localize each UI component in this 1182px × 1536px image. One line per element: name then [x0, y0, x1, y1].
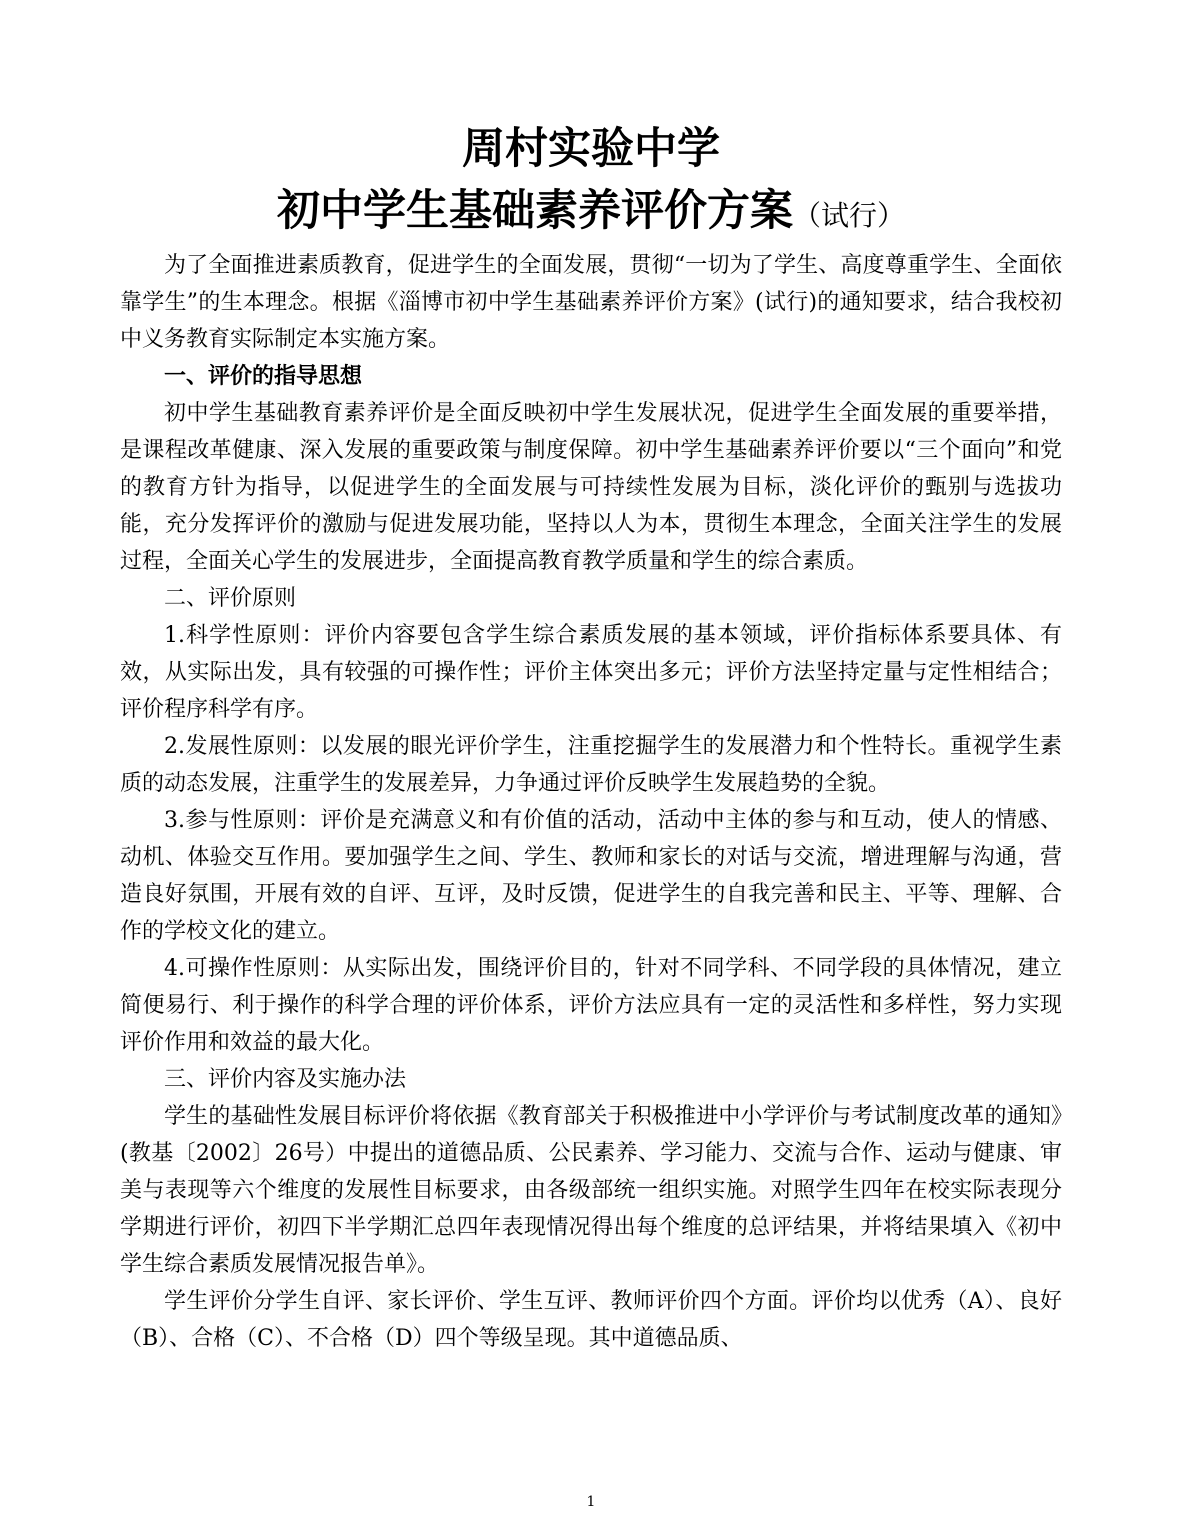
paragraph-intro: 为了全面推进素质教育，促进学生的全面发展，贯彻“一切为了学生、高度尊重学生、全面依靠学生”的生本理念。根据《淄博市初中学生基础素养评价方案》(试行)的通知要求，结合我校初中义务教育实际制定本实施方案。 — [120, 253, 1062, 352]
paragraph-guiding-thought: 初中学生基础教育素养评价是全面反映初中学生发展状况，促进学生全面发展的重要举措，是课程改革健康、深入发展的重要政策与制度保障。初中学生基础素养评价要以“三个面向”和党的教育方针为指导，以促进学生的全面发展与可持续性发展为目标，淡化评价的甄别与选拔功能，充分发挥评价的激励与促进发展功能，坚持以人为本，贯彻生本理念，全面关注学生的发展过程，全面关心学生的发展进步，全面提高教育教学质量和学生的综合素质。 — [120, 401, 1062, 574]
paragraph-evaluation-method: 学生评价分学生自评、家长评价、学生互评、教师评价四个方面。评价均以优秀（A）、良好（B）、合格（C）、不合格（D）四个等级呈现。其中道德品质、 — [120, 1289, 1062, 1351]
principle-2: 2.发展性原则：以发展的眼光评价学生，注重挖掘学生的发展潜力和个性特长。重视学生素质的动态发展，注重学生的发展差异，力争通过评价反映学生发展趋势的全貌。 — [120, 734, 1062, 796]
section-heading-3: 三、评价内容及实施办法 — [164, 1067, 407, 1092]
principle-4: 4.可操作性原则：从实际出发，围绕评价目的，针对不同学科、不同学段的具体情况，建立简便易行、利于操作的科学合理的评价体系，评价方法应具有一定的灵活性和多样性，努力实现评价作用和效益的最大化。 — [120, 956, 1062, 1055]
section-heading-1: 一、评价的指导思想 — [164, 364, 363, 389]
document-title-suffix: （试行） — [792, 199, 905, 232]
section-heading-2: 二、评价原则 — [164, 586, 297, 611]
page-number: 1 — [586, 1494, 596, 1510]
school-title: 周村实验中学 — [462, 124, 720, 174]
document-body — [120, 247, 1062, 1357]
paragraph-content: 学生的基础性发展目标评价将依据《教育部关于积极推进中小学评价与考试制度改革的通知》(教基〔2002〕26号）中提出的道德品质、公民素养、学习能力、交流与合作、运动与健康、审美与表现等六个维度的发展性目标要求，由各级部统一组织实施。对照学生四年在校实际表现分学期进行评价，初四下半学期汇总四年表现情况得出每个维度的总评结果，并将结果填入《初中学生综合素质发展情况报告单》。 — [120, 1104, 1062, 1277]
principle-3: 3.参与性原则：评价是充满意义和有价值的活动，活动中主体的参与和互动，使人的情感、动机、体验交互作用。要加强学生之间、学生、教师和家长的对话与交流，增进理解与沟通，营造良好氛围，开展有效的自评、互评，及时反馈，促进学生的自我完善和民主、平等、理解、合作的学校文化的建立。 — [120, 808, 1062, 944]
principle-1: 1.科学性原则：评价内容要包含学生综合素质发展的基本领域，评价指标体系要具体、有效，从实际出发，具有较强的可操作性；评价主体突出多元；评价方法坚持定量与定性相结合；评价程序科学有序。 — [120, 623, 1062, 722]
document-title — [120, 180, 1062, 247]
document-title-main: 初中学生基础素养评价方案 — [276, 186, 793, 236]
